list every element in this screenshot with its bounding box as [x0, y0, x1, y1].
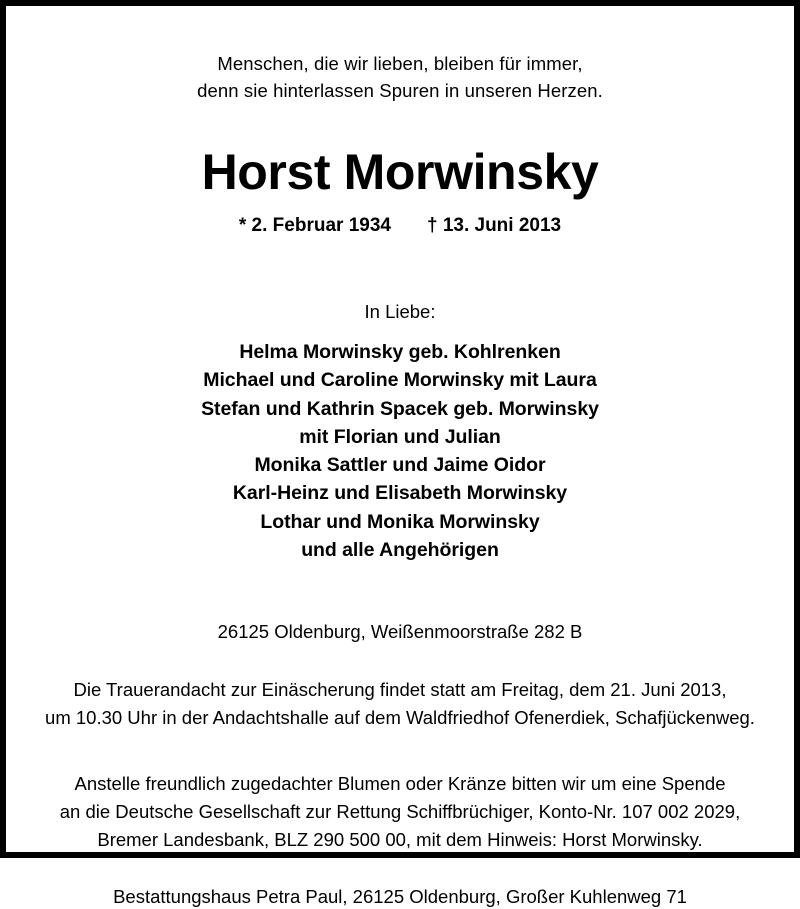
ceremony-line-1: Die Trauerandacht zur Einäscherung findet statt am Freitag, dem 21. Juni 2013, — [73, 679, 727, 701]
donation-request — [28, 732, 772, 854]
mourners-intro: In Liebe: — [364, 301, 436, 322]
donation-line-1: Anstelle freundlich zugedachter Blumen oder Kränze bitten wir um eine Spende — [74, 773, 726, 795]
list-item: mit Florian und Julian — [299, 425, 501, 448]
ceremony-details — [28, 644, 772, 732]
list-item: Monika Sattler und Jaime Oidor — [254, 454, 546, 477]
list-item: Michael und Caroline Morwinsky mit Laura — [203, 369, 597, 392]
obituary-notice-body — [6, 6, 794, 908]
list-item: Helma Morwinsky geb. Kohlrenken — [239, 341, 561, 363]
funeral-home-credit: Bestattungshaus Petra Paul, 26125 Oldenburg, Großer Kuhlenweg 71 — [113, 886, 687, 908]
mourners-list — [28, 324, 772, 564]
epigraph-line-1: Menschen, die wir lieben, bleiben für immer, — [217, 53, 583, 74]
list-item: Stefan und Kathrin Spacek geb. Morwinsky — [201, 397, 599, 420]
family-address: 26125 Oldenburg, Weißenmoorstraße 282 B — [217, 621, 583, 643]
deceased-name-block — [28, 104, 772, 238]
deceased-name: Horst Morwinsky — [201, 144, 599, 200]
life-dates — [28, 200, 772, 238]
epigraph-line-2: denn sie hinterlassen Spuren in unseren Herzen. — [197, 80, 603, 101]
donation-line-3: Bremer Landesbank, BLZ 290 500 00, mit dem Hinweis: Horst Morwinsky. — [97, 829, 703, 851]
list-item: Lothar und Monika Morwinsky — [260, 510, 540, 533]
list-item: Karl-Heinz und Elisabeth Morwinsky — [232, 482, 568, 505]
donation-line-2: an die Deutsche Gesellschaft zur Rettung Schiffbrüchiger, Konto-Nr. 107 002 2029, — [59, 801, 741, 823]
epigraph — [28, 6, 772, 104]
death-date: † 13. Juni 2013 — [426, 215, 562, 236]
ceremony-line-2: um 10.30 Uhr in der Andachtshalle auf dem Waldfriedhof Ofenerdiek, Schafjückenweg. — [45, 707, 755, 729]
birth-date: * 2. Februar 1934 — [238, 215, 391, 236]
list-item: und alle Angehörigen — [301, 539, 499, 562]
